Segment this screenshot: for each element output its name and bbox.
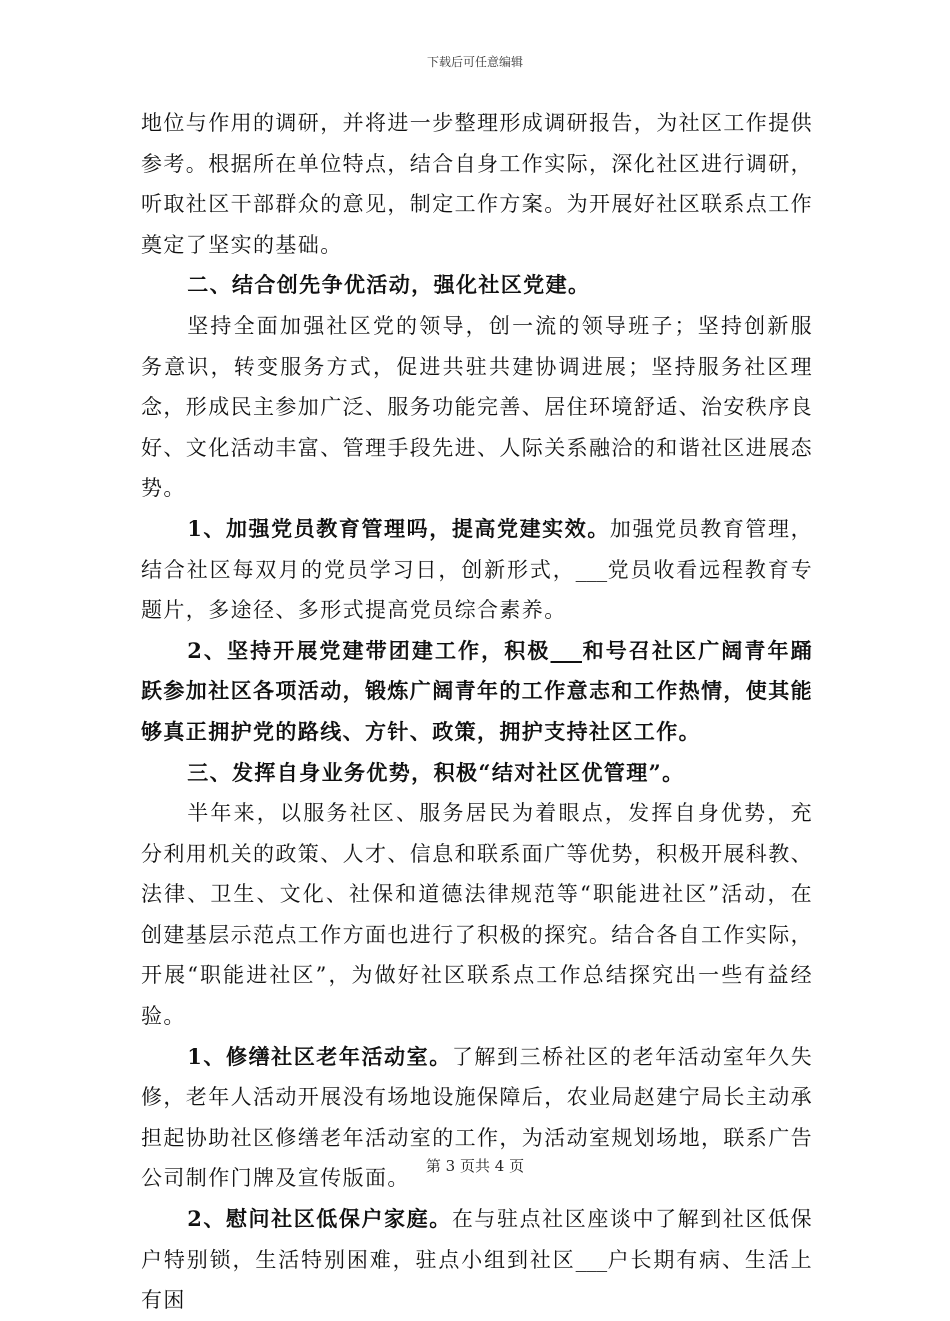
paragraph-party-leadership: 坚持全面加强社区党的领导，创一流的领导班子；坚持创新服务意识，转变服务方式，促进共驻共建协调进展；坚持服务社区理念，形成民主参加广泛、服务功能完善、居住环境舒适、治安秩序良好、文化活动丰富、管理手段先进、人际关系融洽的和谐社区进展态势。 [141,313,813,501]
item-text: 了解到三桥社区的老年活动室年久失修，老年人活动开展没有场地设施保障后，农业局赵建宁局长主动承担起协助社区修缮老年活动室的工作，为活动室规划场地，联系广告公司制作门牌及宣传版面。 [141,1044,813,1191]
blank-line: ___ [575,1247,608,1272]
item-text-rest: 户长期有病、生活上有困 [141,1247,813,1313]
item-text: 加强党员教育管理，结合社区每双月的党员学习日，创新形式， [141,516,813,582]
item-text-rest: 党员收看远程教育专题片，多途径、多形式提高党员综合素养。 [141,557,813,623]
item-heading: 2、慰问社区低保户家庭。 [187,1206,452,1232]
item-heading: 1、修缮社区老年活动室。 [187,1043,452,1069]
item-text-rest: 和号召社区广阔青年踊跃参加社区各项活动，锻炼广阔青年的工作意志和工作热情，使其能够真正拥护党的路线、方针、政策，拥护支持社区工作。 [141,637,814,744]
item-heading: 1、加强党员教育管理吗，提高党建实效。 [187,515,610,541]
blank-line: ___ [550,637,582,663]
paragraph-member-education [141,509,813,631]
paragraph-youth-work [141,631,813,753]
section-heading-3: 三、发挥自身业务优势，积极“结对社区优管理”。 [187,759,685,785]
document-body [141,103,813,1321]
item-text: 在与驻点社区座谈中了解到社区低保户特别锁，生活特别困难，驻点小组到社区 [141,1207,813,1272]
blank-line: ___ [575,557,608,582]
item-text: 2、坚持开展党建带团建工作，积极 [187,637,551,663]
paragraph-continuation: 地位与作用的调研，并将进一步整理形成调研报告，为社区工作提供参考。根据所在单位特点，结合自身工作实际，深化社区进行调研，听取社区干部群众的意见，制定工作方案。为开展好社区联系点工作奠定了坚实的基础。 [141,111,813,257]
page-footer: 第 3 页共 4 页 [425,1157,525,1175]
paragraph-half-year: 半年来，以服务社区、服务居民为着眼点，发挥自身优势，充分利用机关的政策、人才、信息和联系面广等优势，积极开展科教、法律、卫生、文化、社保和道德法律规范等“职能进社区”活动，在创建基层示范点工作方面也进行了积极的探究。结合各自工作实际，开展“职能进社区”，为做好社区联系点工作总结探究出一些有益经验。 [141,801,813,1029]
paragraph-low-income [141,1199,813,1321]
page-header: 下载后可任意编辑 [426,55,523,69]
section-heading-2: 二、结合创先争优活动，强化社区党建。 [187,272,591,298]
